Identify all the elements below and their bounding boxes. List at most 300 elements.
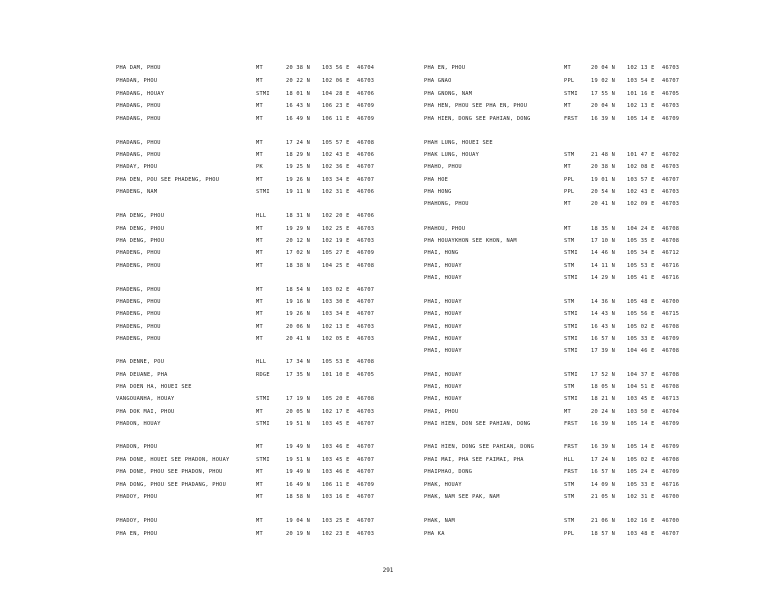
place-name: PHADANG, HOUAY bbox=[116, 91, 165, 97]
table-row bbox=[388, 442, 776, 452]
feature-type: STM bbox=[564, 384, 575, 390]
feature-type: MT bbox=[256, 140, 263, 146]
latitude: 19 29 N bbox=[286, 226, 311, 232]
longitude: 103 48 E bbox=[627, 531, 655, 537]
latitude: 21 06 N bbox=[591, 518, 616, 524]
feature-type: STMI bbox=[564, 372, 578, 378]
feature-type: MT bbox=[256, 299, 263, 305]
place-name: PHA DONG, PHOU SEE PHADANG, PHOU bbox=[116, 482, 227, 488]
latitude: 16 49 N bbox=[286, 482, 311, 488]
feature-type: MT bbox=[256, 103, 263, 109]
table-row bbox=[0, 419, 388, 429]
longitude: 104 37 E bbox=[627, 372, 655, 378]
table-row bbox=[388, 529, 776, 539]
sheet-code: 46703 bbox=[357, 226, 375, 232]
table-row bbox=[0, 211, 388, 221]
latitude: 18 38 N bbox=[286, 263, 311, 269]
latitude: 16 43 N bbox=[286, 103, 311, 109]
latitude: 20 54 N bbox=[591, 189, 616, 195]
latitude: 18 54 N bbox=[286, 287, 311, 293]
place-name: PHAI, HOUAY bbox=[424, 299, 462, 305]
longitude: 102 13 E bbox=[627, 65, 655, 71]
latitude: 19 26 N bbox=[286, 311, 311, 317]
feature-type: STMI bbox=[564, 348, 578, 354]
longitude: 104 25 E bbox=[322, 263, 350, 269]
latitude: 19 11 N bbox=[286, 189, 311, 195]
place-name: PHAIPHAO, DONG bbox=[424, 469, 473, 475]
latitude: 20 19 N bbox=[286, 531, 311, 537]
longitude: 105 35 E bbox=[627, 238, 655, 244]
longitude: 102 36 E bbox=[322, 164, 350, 170]
feature-type: STM bbox=[564, 494, 575, 500]
place-name: PHA DENG, PHOU bbox=[116, 238, 165, 244]
sheet-code: 46704 bbox=[662, 409, 680, 415]
table-row bbox=[0, 309, 388, 319]
place-name: PHA EN, PHOU bbox=[424, 65, 466, 71]
table-row bbox=[0, 370, 388, 380]
table-row bbox=[388, 89, 776, 99]
place-name: PHAK, NAM bbox=[424, 518, 455, 524]
place-name: PHADENG, NAM bbox=[116, 189, 158, 195]
place-name: PHA HEN, PHOU SEE PHA EN, PHOU bbox=[424, 103, 528, 109]
feature-type: PPL bbox=[564, 531, 575, 537]
sheet-code: 46707 bbox=[357, 311, 375, 317]
sheet-code: 46706 bbox=[357, 152, 375, 158]
longitude: 103 57 E bbox=[627, 177, 655, 183]
place-name: PHA DEUANE, PHA bbox=[116, 372, 168, 378]
longitude: 103 34 E bbox=[322, 311, 350, 317]
place-name: PHADAY, PHOU bbox=[116, 164, 158, 170]
sheet-code: 46716 bbox=[662, 275, 680, 281]
longitude: 105 34 E bbox=[627, 250, 655, 256]
sheet-code: 46709 bbox=[357, 482, 375, 488]
latitude: 20 38 N bbox=[591, 164, 616, 170]
place-name: PHAI, HOUAY bbox=[424, 263, 462, 269]
table-row bbox=[388, 273, 776, 283]
table-row bbox=[0, 357, 388, 367]
sheet-code: 46707 bbox=[662, 78, 680, 84]
feature-type: STM bbox=[564, 518, 575, 524]
table-row bbox=[0, 175, 388, 185]
sheet-code: 46709 bbox=[662, 444, 680, 450]
sheet-code: 46707 bbox=[357, 444, 375, 450]
sheet-code: 46706 bbox=[357, 91, 375, 97]
longitude: 103 45 E bbox=[322, 457, 350, 463]
latitude: 20 41 N bbox=[286, 336, 311, 342]
longitude: 105 56 E bbox=[627, 311, 655, 317]
feature-type: MT bbox=[256, 177, 263, 183]
latitude: 20 06 N bbox=[286, 324, 311, 330]
feature-type: FRST bbox=[564, 116, 578, 122]
longitude: 102 13 E bbox=[627, 103, 655, 109]
longitude: 103 45 E bbox=[627, 396, 655, 402]
table-row bbox=[0, 150, 388, 160]
longitude: 105 14 E bbox=[627, 116, 655, 122]
sheet-code: 46716 bbox=[662, 263, 680, 269]
latitude: 17 19 N bbox=[286, 396, 311, 402]
sheet-code: 46708 bbox=[662, 384, 680, 390]
longitude: 105 57 E bbox=[322, 140, 350, 146]
table-row bbox=[388, 248, 776, 258]
feature-type: PPL bbox=[564, 177, 575, 183]
longitude: 105 48 E bbox=[627, 299, 655, 305]
sheet-code: 46708 bbox=[662, 457, 680, 463]
longitude: 101 10 E bbox=[322, 372, 350, 378]
table-row bbox=[0, 442, 388, 452]
place-name: PHA DAM, PHOU bbox=[116, 65, 161, 71]
table-row bbox=[388, 382, 776, 392]
table-row bbox=[388, 419, 776, 429]
place-name: PHADANG, PHOU bbox=[116, 116, 161, 122]
table-row bbox=[0, 394, 388, 404]
table-row bbox=[388, 76, 776, 86]
latitude: 19 04 N bbox=[286, 518, 311, 524]
sheet-code: 46707 bbox=[357, 299, 375, 305]
sheet-code: 46706 bbox=[357, 213, 375, 219]
table-row bbox=[388, 492, 776, 502]
feature-type: STM bbox=[564, 238, 575, 244]
feature-type: MT bbox=[256, 324, 263, 330]
longitude: 105 33 E bbox=[627, 336, 655, 342]
place-name: PHADON, HOUAY bbox=[116, 421, 161, 427]
sheet-code: 46709 bbox=[662, 336, 680, 342]
feature-type: FRST bbox=[564, 469, 578, 475]
place-name: PHAI, HONG bbox=[424, 250, 459, 256]
longitude: 102 23 E bbox=[322, 531, 350, 537]
table-row bbox=[388, 467, 776, 477]
latitude: 18 57 N bbox=[591, 531, 616, 537]
longitude: 103 02 E bbox=[322, 287, 350, 293]
place-name: PHA DENG, PHOU bbox=[116, 226, 165, 232]
table-row bbox=[388, 322, 776, 332]
sheet-code: 46708 bbox=[662, 238, 680, 244]
feature-type: STMI bbox=[256, 189, 270, 195]
table-row bbox=[0, 334, 388, 344]
feature-type: PK bbox=[256, 164, 263, 170]
place-name: PHADENG, PHOU bbox=[116, 250, 161, 256]
place-name: PHADENG, PHOU bbox=[116, 324, 161, 330]
longitude: 105 27 E bbox=[322, 250, 350, 256]
longitude: 106 11 E bbox=[322, 116, 350, 122]
latitude: 18 35 N bbox=[591, 226, 616, 232]
place-name: PHA GNAO bbox=[424, 78, 452, 84]
place-name: PHADANG, PHOU bbox=[116, 152, 161, 158]
longitude: 104 24 E bbox=[627, 226, 655, 232]
place-name: PHADAN, PHOU bbox=[116, 78, 158, 84]
feature-type: MT bbox=[564, 164, 571, 170]
latitude: 21 05 N bbox=[591, 494, 616, 500]
feature-type: MT bbox=[564, 65, 571, 71]
sheet-code: 46702 bbox=[662, 152, 680, 158]
right-column bbox=[388, 0, 776, 560]
place-name: PHA DOEN HA, HOUEI SEE bbox=[116, 384, 192, 390]
table-row bbox=[0, 261, 388, 271]
table-row bbox=[388, 297, 776, 307]
place-name: PHAK LUNG, HOUAY bbox=[424, 152, 480, 158]
table-row bbox=[388, 309, 776, 319]
place-name: PHAHONG, PHOU bbox=[424, 201, 469, 207]
table-row bbox=[388, 516, 776, 526]
table-row bbox=[0, 138, 388, 148]
sheet-code: 46707 bbox=[662, 531, 680, 537]
longitude: 102 09 E bbox=[627, 201, 655, 207]
sheet-code: 46707 bbox=[357, 518, 375, 524]
sheet-code: 46707 bbox=[357, 164, 375, 170]
longitude: 103 46 E bbox=[322, 444, 350, 450]
latitude: 18 21 N bbox=[591, 396, 616, 402]
latitude: 18 01 N bbox=[286, 91, 311, 97]
sheet-code: 46708 bbox=[662, 372, 680, 378]
latitude: 14 09 N bbox=[591, 482, 616, 488]
longitude: 101 47 E bbox=[627, 152, 655, 158]
feature-type: STMI bbox=[256, 421, 270, 427]
place-name: PHA DONE, PHOU SEE PHADON, PHOU bbox=[116, 469, 223, 475]
place-name: PHAK, HOUAY bbox=[424, 482, 462, 488]
table-row bbox=[388, 455, 776, 465]
latitude: 14 11 N bbox=[591, 263, 616, 269]
latitude: 16 43 N bbox=[591, 324, 616, 330]
place-name: PHAI HIEN, DON SEE PAHIAN, DONG bbox=[424, 421, 531, 427]
longitude: 102 08 E bbox=[627, 164, 655, 170]
longitude: 105 24 E bbox=[627, 469, 655, 475]
longitude: 102 43 E bbox=[322, 152, 350, 158]
sheet-code: 46713 bbox=[662, 396, 680, 402]
table-row bbox=[0, 76, 388, 86]
longitude: 102 31 E bbox=[322, 189, 350, 195]
latitude: 17 52 N bbox=[591, 372, 616, 378]
feature-type: RDGE bbox=[256, 372, 270, 378]
sheet-code: 46707 bbox=[357, 177, 375, 183]
latitude: 17 24 N bbox=[591, 457, 616, 463]
longitude: 105 41 E bbox=[627, 275, 655, 281]
table-row bbox=[388, 114, 776, 124]
feature-type: MT bbox=[256, 482, 263, 488]
feature-type: MT bbox=[256, 226, 263, 232]
feature-type: PPL bbox=[564, 189, 575, 195]
table-row bbox=[0, 187, 388, 197]
table-row bbox=[0, 516, 388, 526]
sheet-code: 46709 bbox=[662, 469, 680, 475]
sheet-code: 46709 bbox=[357, 103, 375, 109]
sheet-code: 46705 bbox=[357, 372, 375, 378]
sheet-code: 46708 bbox=[357, 263, 375, 269]
place-name: PHADENG, PHOU bbox=[116, 299, 161, 305]
place-name: PHAI, HOUAY bbox=[424, 275, 462, 281]
latitude: 18 05 N bbox=[591, 384, 616, 390]
sheet-code: 46700 bbox=[662, 494, 680, 500]
feature-type: STM bbox=[564, 299, 575, 305]
latitude: 16 39 N bbox=[591, 421, 616, 427]
sheet-code: 46709 bbox=[662, 116, 680, 122]
place-name: PHADON, PHOU bbox=[116, 444, 158, 450]
place-name: PHADOY, PHOU bbox=[116, 494, 158, 500]
latitude: 20 38 N bbox=[286, 65, 311, 71]
feature-type: STMI bbox=[564, 396, 578, 402]
longitude: 103 30 E bbox=[322, 299, 350, 305]
longitude: 103 45 E bbox=[322, 421, 350, 427]
sheet-code: 46708 bbox=[662, 226, 680, 232]
place-name: PHA GNONG, NAM bbox=[424, 91, 473, 97]
place-name: PHA EN, PHOU bbox=[116, 531, 158, 537]
place-name: PHA DENNE, POU bbox=[116, 359, 165, 365]
feature-type: STMI bbox=[256, 396, 270, 402]
sheet-code: 46708 bbox=[662, 324, 680, 330]
longitude: 105 14 E bbox=[627, 421, 655, 427]
sheet-code: 46706 bbox=[357, 189, 375, 195]
latitude: 18 58 N bbox=[286, 494, 311, 500]
latitude: 20 24 N bbox=[591, 409, 616, 415]
place-name: PHA DOK MAI, PHOU bbox=[116, 409, 175, 415]
latitude: 17 02 N bbox=[286, 250, 311, 256]
feature-type: FRST bbox=[564, 444, 578, 450]
table-row bbox=[0, 492, 388, 502]
latitude: 16 39 N bbox=[591, 116, 616, 122]
longitude: 102 05 E bbox=[322, 336, 350, 342]
latitude: 16 49 N bbox=[286, 116, 311, 122]
place-name: PHA DONE, HOUEI SEE PHADON, HOUAY bbox=[116, 457, 230, 463]
feature-type: STM bbox=[564, 482, 575, 488]
table-row bbox=[388, 199, 776, 209]
place-name: PHA DENG, PHOU bbox=[116, 213, 165, 219]
feature-type: STMI bbox=[256, 457, 270, 463]
table-row bbox=[0, 322, 388, 332]
place-name: PHADENG, PHOU bbox=[116, 311, 161, 317]
feature-type: STMI bbox=[564, 91, 578, 97]
longitude: 102 20 E bbox=[322, 213, 350, 219]
longitude: 103 46 E bbox=[322, 469, 350, 475]
sheet-code: 46703 bbox=[357, 238, 375, 244]
longitude: 106 23 E bbox=[322, 103, 350, 109]
table-row bbox=[0, 63, 388, 73]
longitude: 106 11 E bbox=[322, 482, 350, 488]
longitude: 105 02 E bbox=[627, 324, 655, 330]
place-name: PHAI, HOUAY bbox=[424, 384, 462, 390]
feature-type: MT bbox=[256, 531, 263, 537]
place-name: PHA HIEN, DONG SEE PAHIAN, DONG bbox=[424, 116, 531, 122]
place-name: PHA DEN, POU SEE PHADENG, PHOU bbox=[116, 177, 220, 183]
table-row bbox=[0, 224, 388, 234]
latitude: 20 04 N bbox=[591, 103, 616, 109]
place-name: PHAI HIEN, DONG SEE PAHIAN, DONG bbox=[424, 444, 535, 450]
feature-type: PPL bbox=[564, 78, 575, 84]
sheet-code: 46707 bbox=[357, 287, 375, 293]
feature-type: MT bbox=[256, 238, 263, 244]
longitude: 102 06 E bbox=[322, 78, 350, 84]
table-row bbox=[0, 236, 388, 246]
longitude: 105 14 E bbox=[627, 444, 655, 450]
longitude: 103 56 E bbox=[322, 65, 350, 71]
sheet-code: 46715 bbox=[662, 311, 680, 317]
table-row bbox=[388, 394, 776, 404]
place-name: PHAHO, PHOU bbox=[424, 164, 462, 170]
table-row bbox=[0, 382, 388, 392]
longitude: 103 54 E bbox=[627, 78, 655, 84]
place-name: VANGOUANHA, HOUAY bbox=[116, 396, 175, 402]
sheet-code: 46707 bbox=[357, 421, 375, 427]
feature-type: MT bbox=[256, 336, 263, 342]
latitude: 19 51 N bbox=[286, 421, 311, 427]
sheet-code: 46712 bbox=[662, 250, 680, 256]
table-row bbox=[388, 224, 776, 234]
table-row bbox=[388, 101, 776, 111]
longitude: 102 13 E bbox=[322, 324, 350, 330]
table-row bbox=[0, 114, 388, 124]
sheet-code: 46708 bbox=[662, 348, 680, 354]
table-row bbox=[0, 480, 388, 490]
table-row bbox=[0, 297, 388, 307]
feature-type: STMI bbox=[256, 91, 270, 97]
table-row bbox=[388, 370, 776, 380]
latitude: 14 36 N bbox=[591, 299, 616, 305]
table-row bbox=[388, 480, 776, 490]
sheet-code: 46703 bbox=[357, 78, 375, 84]
longitude: 101 16 E bbox=[627, 91, 655, 97]
feature-type: MT bbox=[256, 311, 263, 317]
latitude: 17 35 N bbox=[286, 372, 311, 378]
table-row bbox=[388, 138, 776, 148]
table-row bbox=[388, 63, 776, 73]
latitude: 19 26 N bbox=[286, 177, 311, 183]
sheet-code: 46708 bbox=[357, 140, 375, 146]
feature-type: MT bbox=[256, 78, 263, 84]
table-row bbox=[0, 101, 388, 111]
sheet-code: 46703 bbox=[357, 531, 375, 537]
latitude: 14 29 N bbox=[591, 275, 616, 281]
sheet-code: 46703 bbox=[357, 336, 375, 342]
table-row bbox=[0, 285, 388, 295]
table-row bbox=[388, 261, 776, 271]
latitude: 20 22 N bbox=[286, 78, 311, 84]
feature-type: MT bbox=[256, 494, 263, 500]
latitude: 17 34 N bbox=[286, 359, 311, 365]
place-name: PHADENG, PHOU bbox=[116, 287, 161, 293]
longitude: 103 25 E bbox=[322, 518, 350, 524]
latitude: 19 01 N bbox=[591, 177, 616, 183]
latitude: 16 39 N bbox=[591, 444, 616, 450]
feature-type: STMI bbox=[564, 324, 578, 330]
sheet-code: 46703 bbox=[662, 65, 680, 71]
sheet-code: 46707 bbox=[662, 177, 680, 183]
feature-type: STMI bbox=[564, 311, 578, 317]
table-row bbox=[388, 236, 776, 246]
latitude: 20 04 N bbox=[591, 65, 616, 71]
longitude: 102 31 E bbox=[627, 494, 655, 500]
place-name: PHAI, HOUAY bbox=[424, 311, 462, 317]
sheet-code: 46708 bbox=[357, 359, 375, 365]
sheet-code: 46707 bbox=[357, 494, 375, 500]
latitude: 17 24 N bbox=[286, 140, 311, 146]
longitude: 102 16 E bbox=[627, 518, 655, 524]
sheet-code: 46709 bbox=[357, 250, 375, 256]
sheet-code: 46703 bbox=[662, 201, 680, 207]
longitude: 105 20 E bbox=[322, 396, 350, 402]
feature-type: STMI bbox=[564, 336, 578, 342]
place-name: PHADOY, PHOU bbox=[116, 518, 158, 524]
sheet-code: 46700 bbox=[662, 299, 680, 305]
sheet-code: 46703 bbox=[357, 409, 375, 415]
place-name: PHADANG, PHOU bbox=[116, 103, 161, 109]
place-name: PHAI, HOUAY bbox=[424, 396, 462, 402]
place-name: PHAI, HOUAY bbox=[424, 336, 462, 342]
place-name: PHAI, HOUAY bbox=[424, 348, 462, 354]
longitude: 105 53 E bbox=[627, 263, 655, 269]
table-row bbox=[388, 187, 776, 197]
longitude: 102 17 E bbox=[322, 409, 350, 415]
sheet-code: 46705 bbox=[662, 91, 680, 97]
latitude: 19 16 N bbox=[286, 299, 311, 305]
feature-type: STMI bbox=[564, 250, 578, 256]
place-name: PHA HOUAYKHON SEE KHON, NAM bbox=[424, 238, 517, 244]
